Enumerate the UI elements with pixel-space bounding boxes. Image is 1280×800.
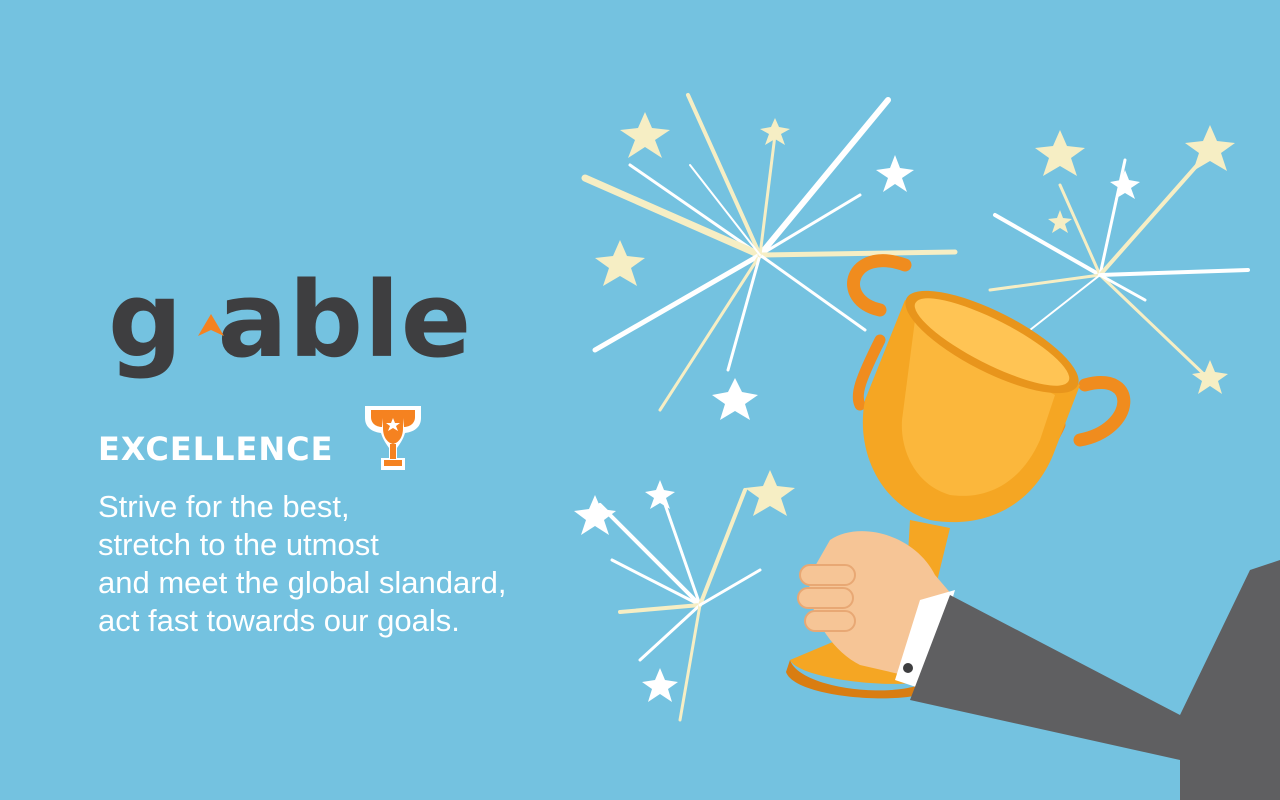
value-description bbox=[98, 488, 618, 640]
hand-and-sleeve bbox=[798, 531, 1280, 800]
trophy-icon bbox=[353, 398, 433, 478]
logo-letter-g: g bbox=[108, 259, 184, 381]
description-line: and meet the global slandard, bbox=[98, 565, 507, 600]
description-line: Strive for the best, bbox=[98, 489, 350, 524]
value-title: EXCELLENCE bbox=[98, 430, 334, 468]
gable-logo bbox=[108, 259, 488, 388]
caret-up-icon bbox=[196, 310, 226, 340]
description-line: stretch to the utmost bbox=[98, 527, 379, 562]
logo-wordmark bbox=[108, 259, 473, 381]
logo-word-able: able bbox=[217, 259, 473, 381]
description-line: act fast towards our goals. bbox=[98, 603, 460, 638]
firework-burst-bottom bbox=[600, 490, 760, 720]
